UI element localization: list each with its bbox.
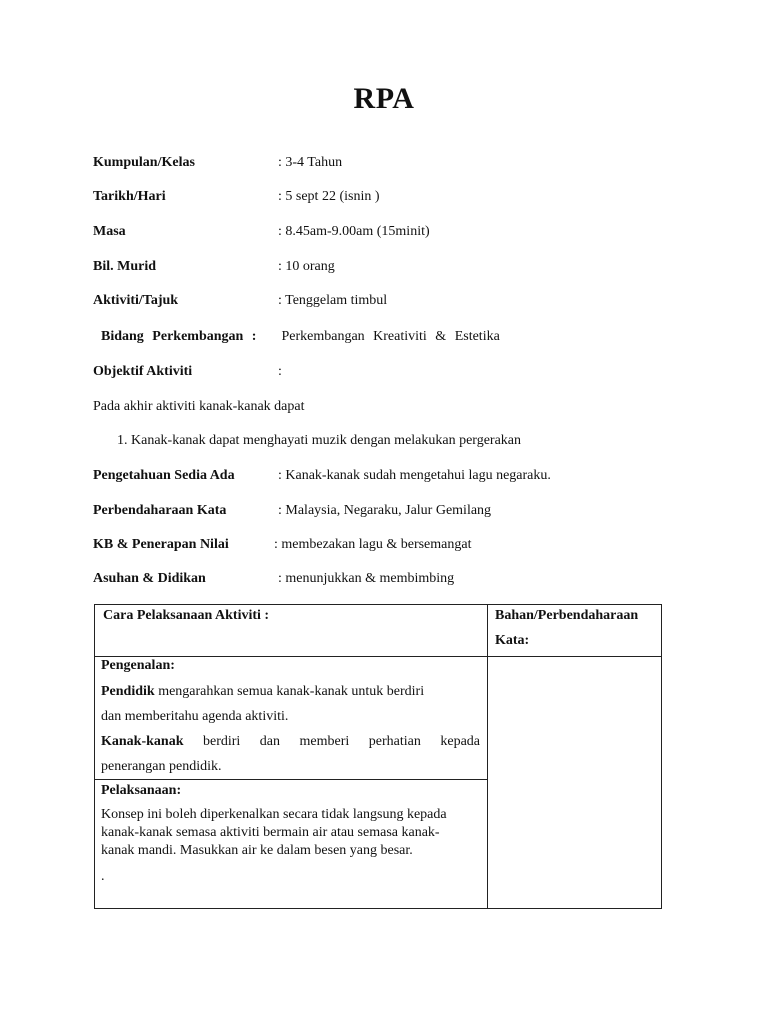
pelaksanaan-line-3: kanak mandi. Masukkan air ke dalam besen yang besar. [101, 843, 413, 858]
field-bidang [101, 327, 500, 347]
pengenalan-kanak [101, 732, 480, 752]
pendidik-text: mengarahkan semua kanak-kanak untuk berdiri [154, 684, 425, 699]
field-label: Bil. Murid [93, 259, 157, 274]
pelaksanaan-line-1: Konsep ini boleh diperkenalkan secara tidak langsung kepada [101, 807, 447, 822]
field-value: : menunjukkan & membimbing [278, 571, 455, 586]
field-value: Perkembangan Kreativiti & Estetika [281, 329, 500, 344]
table-header-cara: Cara Pelaksanaan Aktiviti : [103, 608, 270, 623]
field-value: : 10 orang [278, 259, 335, 274]
pengenalan-pendidik [101, 682, 481, 702]
pengenalan-kanak-2: penerangan pendidik. [101, 759, 222, 774]
pelaksanaan-heading: Pelaksanaan: [101, 783, 182, 798]
table-header-bahan-2: Kata: [495, 633, 530, 648]
field-label: Objektif Aktiviti [93, 364, 193, 379]
field-label: Perbendaharaan Kata [93, 503, 227, 518]
kanak-text: berdiri dan memberi perhatian kepada [183, 734, 480, 749]
field-label: Pengetahuan Sedia Ada [93, 468, 235, 483]
pelaksanaan-line-4: . [101, 869, 105, 884]
field-value: : Malaysia, Negaraku, Jalur Gemilang [278, 503, 492, 518]
page-title: RPA [353, 82, 415, 115]
field-value: : Tenggelam timbul [278, 293, 388, 308]
table-divider [95, 779, 487, 780]
table-divider [487, 605, 488, 908]
field-value: : [278, 364, 282, 379]
kanak-label: Kanak-kanak [101, 734, 184, 749]
objektif-item: 1. Kanak-kanak dapat menghayati muzik dengan melakukan pergerakan [117, 433, 522, 448]
activity-table [94, 604, 662, 909]
field-label: KB & Penerapan Nilai [93, 537, 229, 552]
table-divider [95, 656, 661, 657]
table-header-bahan: Bahan/Perbendaharaan [495, 608, 639, 623]
field-label: Tarikh/Hari [93, 189, 166, 204]
field-value: : 5 sept 22 (isnin ) [278, 189, 380, 204]
pelaksanaan-line-2: kanak-kanak semasa aktiviti bermain air atau semasa kanak- [101, 825, 440, 840]
field-label: Bidang Perkembangan : [101, 329, 257, 344]
field-label: Kumpulan/Kelas [93, 155, 195, 170]
field-label: Asuhan & Didikan [93, 571, 206, 586]
field-label: Aktiviti/Tajuk [93, 293, 179, 308]
pengenalan-heading: Pengenalan: [101, 658, 175, 673]
pendidik-label: Pendidik [101, 684, 155, 699]
field-value: : membezakan lagu & bersemangat [274, 537, 472, 552]
field-value: : 8.45am-9.00am (15minit) [278, 224, 430, 239]
objektif-intro: Pada akhir aktiviti kanak-kanak dapat [93, 399, 305, 414]
pengenalan-pendidik-2: dan memberitahu agenda aktiviti. [101, 709, 289, 724]
field-value: : Kanak-kanak sudah mengetahui lagu negaraku. [278, 468, 551, 483]
field-label: Masa [93, 224, 126, 239]
field-value: : 3-4 Tahun [278, 155, 343, 170]
